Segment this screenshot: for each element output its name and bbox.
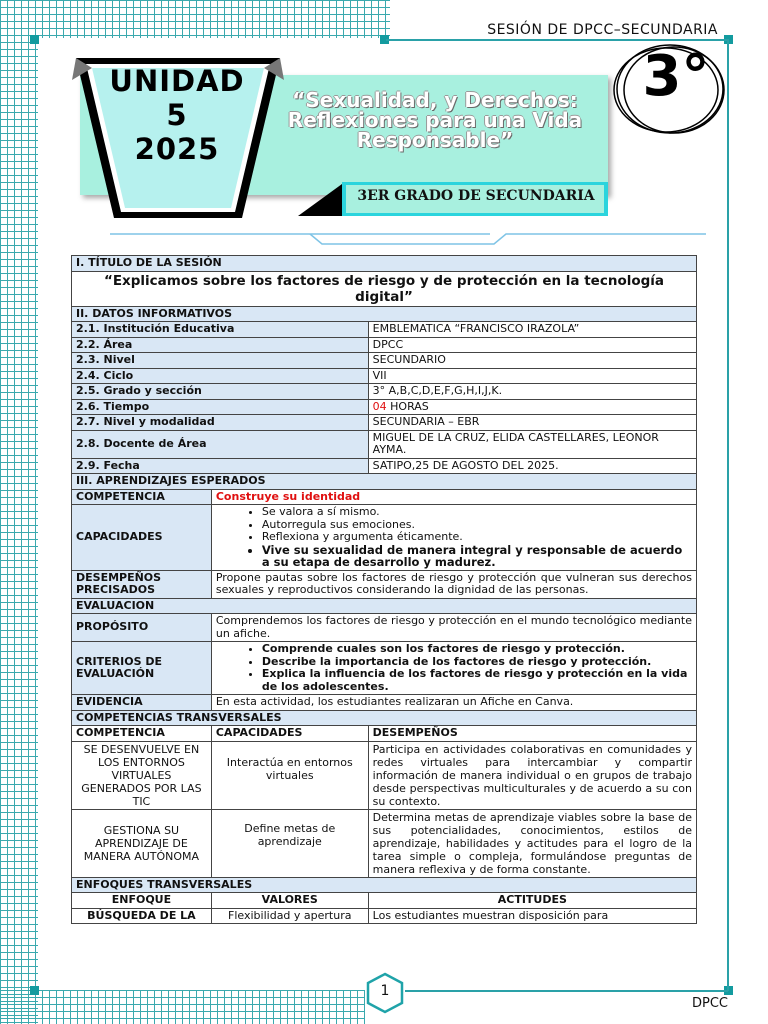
decorative-grid-bottom xyxy=(0,990,365,1024)
time-hours-unit: HORAS xyxy=(386,399,429,413)
info-row xyxy=(72,353,697,369)
unit-label xyxy=(92,64,262,166)
info-value: EMBLEMATICA “FRANCISCO IRAZOLA” xyxy=(368,322,696,338)
evidencia-value: En esta actividad, los estudiantes realizaran un Afiche en Canva. xyxy=(211,695,696,711)
proposito-value: Comprendemos los factores de riesgo y protección en el mundo tecnológico mediante un afiche. xyxy=(211,614,696,642)
info-label: 2.4. Ciclo xyxy=(72,368,369,384)
info-label: 2.2. Área xyxy=(72,337,369,353)
desempenos-value: Propone pautas sobre los factores de riesgo y protección que vulneran sus derechos sexuales y reproductivos considerando la dignidad de las personas. xyxy=(211,570,696,598)
info-label: 2.3. Nivel xyxy=(72,353,369,369)
transversal-row xyxy=(72,809,697,877)
info-value xyxy=(368,399,696,415)
info-row xyxy=(72,399,697,415)
info-value: DPCC xyxy=(368,337,696,353)
tr-desempeno: Participa en actividades colaborativas en comunidades y redes virtuales para intercambiar y compartir información de manera individual o en grupos de trabajo desde perspectivas multiculturales y de acuerdo a su con su contexto. xyxy=(368,741,696,809)
section-divider xyxy=(110,230,706,246)
capacidad-item: • Autorregula sus emociones. xyxy=(262,519,692,532)
page-number: 1 xyxy=(380,983,390,999)
capacidad-item: • Vive su sexualidad de manera integral y responsable de acuerdo a su etapa de desarrollo y madurez. xyxy=(262,544,692,569)
info-label: 2.8. Docente de Área xyxy=(72,430,369,458)
session-title: “Explicamos sobre los factores de riesgo y de protección en la tecnología digital” xyxy=(72,271,697,306)
enf-col-valores: VALORES xyxy=(211,893,368,909)
info-row xyxy=(72,384,697,400)
grade-badge: 3° xyxy=(642,44,710,109)
frame-line-top xyxy=(386,39,728,41)
enfoque-value: BÚSQUEDA DE LA xyxy=(72,908,212,924)
actitud-value: Los estudiantes muestran disposición para xyxy=(368,908,696,924)
frame-line-bottom xyxy=(405,990,728,992)
tr-competencia: SE DESENVUELVE EN LOS ENTORNOS VIRTUALES GENERADOS POR LAS TIC xyxy=(72,741,212,809)
tr-capacidad: Define metas de aprendizaje xyxy=(211,809,368,877)
criterio-item: • Describe la importancia de los factores de riesgo y protección. xyxy=(262,656,692,669)
tr-competencia: GESTIONA SU APRENDIZAJE DE MANERA AUTÓNOMA xyxy=(72,809,212,877)
tr-col-desempenos: DESEMPEÑOS xyxy=(368,726,696,742)
session-table xyxy=(71,255,697,924)
info-value: 3° A,B,C,D,E,F,G,H,I,J,K. xyxy=(368,384,696,400)
info-row xyxy=(72,458,697,474)
info-value: MIGUEL DE LA CRUZ, ELIDA CASTELLARES, LEONOR AYMA. xyxy=(368,430,696,458)
info-label: 2.7. Nivel y modalidad xyxy=(72,415,369,431)
tr-capacidad: Interactúa en entornos virtuales xyxy=(211,741,368,809)
desempenos-label: DESEMPEÑOS PRECISADOS xyxy=(72,570,212,598)
unit-number: 5 xyxy=(166,98,188,132)
tr-col-competencia: COMPETENCIA xyxy=(72,726,212,742)
capacidad-item: • Reflexiona y argumenta éticamente. xyxy=(262,531,692,544)
capacidades-list xyxy=(211,505,696,571)
info-value: SECUNDARIO xyxy=(368,353,696,369)
competencia-label: COMPETENCIA xyxy=(72,489,212,505)
valor-value: Flexibilidad y apertura xyxy=(211,908,368,924)
decorative-grid-top xyxy=(0,0,390,38)
transversal-approaches-header: ENFOQUES TRANSVERSALES xyxy=(72,877,697,893)
info-value: VII xyxy=(368,368,696,384)
enfoque-row xyxy=(72,908,697,924)
info-label: 2.1. Institución Educativa xyxy=(72,322,369,338)
header-session-label: SESIÓN DE DPCC–SECUNDARIA xyxy=(487,22,718,38)
unit-title: “Sexualidad, y Derechos: Reflexiones para una Vida Responsable” xyxy=(287,88,583,152)
section-learning-header: III. APRENDIZAJES ESPERADOS xyxy=(72,474,697,490)
section-info-header: II. DATOS INFORMATIVOS xyxy=(72,306,697,322)
footer-area-label: DPCC xyxy=(691,996,728,1011)
criterio-item: • Comprende cuales son los factores de riesgo y protección. xyxy=(262,643,692,656)
tr-desempeno: Determina metas de aprendizaje viables sobre la base de sus potencialidades, conocimientos, estilos de aprendizaje, habilidades y actitudes para el logro de la tarea simple o compleja, formulándose preguntas de manera reflexiva y de forma constante. xyxy=(368,809,696,877)
corner-square xyxy=(30,986,39,995)
enf-col-actitudes: ACTITUDES xyxy=(368,893,696,909)
proposito-label: PROPÓSITO xyxy=(72,614,212,642)
criterio-item: • Explica la influencia de los factores de riesgo y protección en la vida de los adolescentes. xyxy=(262,668,692,693)
info-row xyxy=(72,337,697,353)
info-row xyxy=(72,322,697,338)
criterios-label: CRITERIOS DE EVALUACIÓN xyxy=(72,642,212,695)
tr-col-capacidades: CAPACIDADES xyxy=(211,726,368,742)
enf-col-enfoque: ENFOQUE xyxy=(72,893,212,909)
competencia-value: Construye su identidad xyxy=(211,489,696,505)
capacidades-label: CAPACIDADES xyxy=(72,505,212,571)
info-label: 2.5. Grado y sección xyxy=(72,384,369,400)
info-row xyxy=(72,415,697,431)
transversal-row xyxy=(72,741,697,809)
corner-square xyxy=(30,35,39,44)
info-row xyxy=(72,430,697,458)
capacidad-item: • Se valora a sí mismo. xyxy=(262,506,692,519)
decorative-grid-left xyxy=(0,0,38,1024)
unit-word: UNIDAD xyxy=(109,64,245,98)
unit-year: 2025 xyxy=(134,132,220,166)
evidencia-label: EVIDENCIA xyxy=(72,695,212,711)
info-row xyxy=(72,368,697,384)
time-hours-number: 04 xyxy=(372,399,387,413)
frame-line-right xyxy=(727,39,729,991)
info-label: 2.6. Tiempo xyxy=(72,399,369,415)
section-title-header: I. TÍTULO DE LA SESIÓN xyxy=(72,256,697,272)
transversal-competencies-header: COMPETENCIAS TRANSVERSALES xyxy=(72,710,697,726)
evaluation-header: EVALUACION xyxy=(72,598,697,614)
info-value: SECUNDARIA – EBR xyxy=(368,415,696,431)
info-label: 2.9. Fecha xyxy=(72,458,369,474)
info-value: SATIPO,25 DE AGOSTO DEL 2025. xyxy=(368,458,696,474)
grade-label: 3ER GRADO DE SECUNDARIA xyxy=(357,188,595,204)
criterios-list xyxy=(211,642,696,695)
